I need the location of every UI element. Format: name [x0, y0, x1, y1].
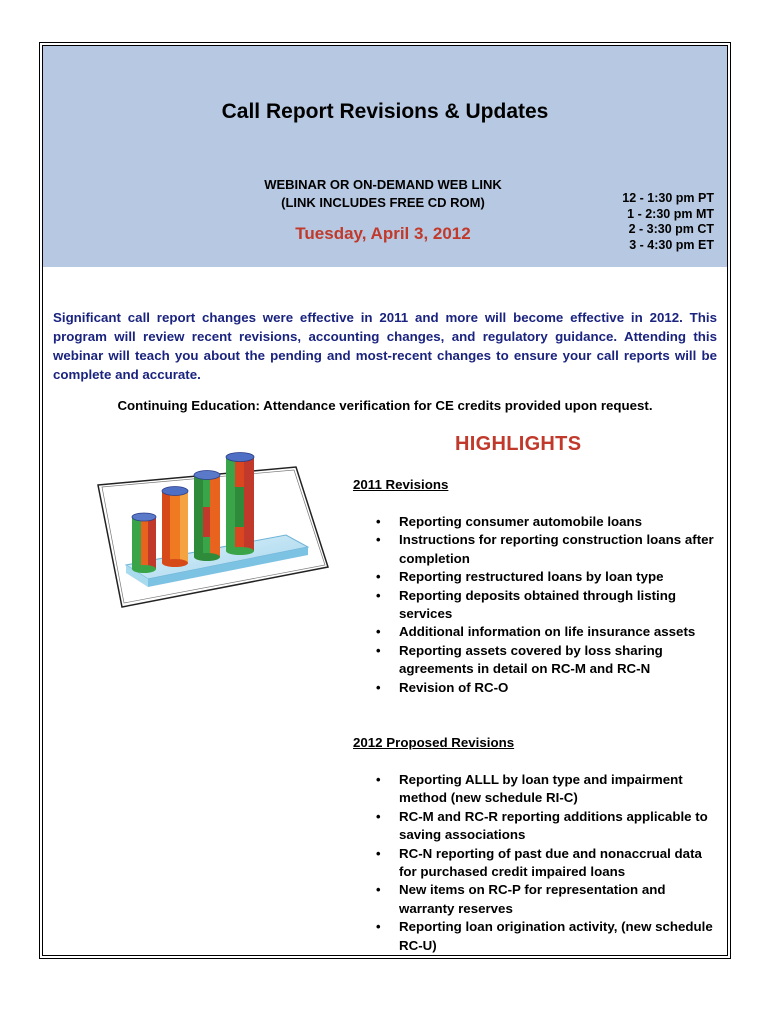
bullet-icon: • — [376, 808, 381, 824]
highlights-heading: HIGHLIGHTS — [455, 433, 582, 455]
clipart-cylinder-3 — [194, 471, 220, 562]
clipart-cylinder-1 — [132, 513, 156, 573]
format-line-1: WEBINAR OR ON-DEMAND WEB LINK — [264, 177, 502, 192]
list-item-text: New items on RC-P for representation and warranty reserves — [399, 882, 666, 916]
cylinder-chart-clipart-icon — [96, 447, 336, 612]
bullet-icon: • — [376, 845, 381, 861]
list-item-text: RC-N reporting of past due and nonaccrual data for purchased credit impaired loans — [399, 845, 702, 880]
list-item-text: Reporting restructured loans by loan type — [399, 569, 664, 585]
bullet-icon: • — [376, 514, 381, 529]
list-item — [370, 808, 720, 845]
session-times — [622, 191, 714, 253]
bullet-icon: • — [376, 772, 381, 787]
list-item — [370, 587, 720, 624]
list-item — [370, 845, 720, 882]
section-heading-2011: 2011 Revisions — [353, 477, 449, 492]
list-item — [370, 918, 720, 955]
list-item — [370, 771, 720, 808]
list-item — [370, 679, 720, 697]
list-item-text: Reporting deposits obtained through listing services — [399, 587, 677, 622]
intro-paragraph: Significant call report changes were effective in 2011 and more will become effective in 2012. This program will review recent revisions, accounting changes, and regulatory guidance. Attending this webinar will teach you about the pending and most-recent changes to ensure your call reports will be complete and accurate. — [53, 310, 717, 382]
section-heading-2012: 2012 Proposed Revisions — [353, 735, 515, 750]
format-info — [213, 176, 553, 212]
list-item — [370, 642, 720, 679]
bullet-list-2011 — [370, 513, 720, 697]
list-item-text: Reporting assets covered by loss sharing agreements in detail on RC-M and RC-N — [399, 642, 663, 677]
list-item-text: Reporting consumer automobile loans — [399, 514, 643, 529]
bullet-icon: • — [376, 569, 381, 585]
list-item — [370, 568, 720, 586]
bullet-icon: • — [376, 919, 381, 935]
list-item — [370, 623, 720, 641]
time-central: 2 - 3:30 pm CT — [628, 222, 714, 236]
clipart-cylinder-4 — [226, 453, 254, 556]
list-item-text: Revision of RC-O — [399, 679, 509, 695]
bullet-icon: • — [376, 532, 381, 548]
format-line-2: (LINK INCLUDES FREE CD ROM) — [281, 195, 485, 210]
time-mountain: 1 - 2:30 pm MT — [627, 206, 714, 221]
clipart-cylinder-2 — [162, 487, 188, 568]
bullet-icon: • — [376, 624, 381, 640]
event-date: Tuesday, April 3, 2012 — [295, 224, 471, 243]
list-item-text: Reporting ALLL by loan type and impairment method (new schedule RI-C) — [399, 772, 683, 806]
bullet-icon: • — [376, 642, 381, 658]
bullet-icon: • — [376, 882, 381, 898]
page-title: Call Report Revisions & Updates — [221, 100, 549, 123]
list-item-text: RC-M and RC-R reporting additions applicable to saving associations — [399, 808, 708, 843]
ce-note: Continuing Education: Attendance verification for CE credits provided upon request. — [117, 398, 653, 413]
bullet-icon: • — [376, 587, 381, 603]
list-item — [370, 513, 720, 531]
bullet-icon: • — [376, 679, 381, 695]
time-eastern: 3 - 4:30 pm ET — [629, 237, 714, 252]
time-pacific: 12 - 1:30 pm PT — [622, 191, 714, 205]
list-item — [370, 531, 720, 568]
list-item-text: Additional information on life insurance assets — [399, 624, 696, 640]
list-item — [370, 881, 720, 918]
list-item-text: Reporting loan origination activity, (new schedule RC-U) — [399, 919, 713, 953]
list-item-text: Instructions for reporting construction loans after completion — [399, 532, 714, 566]
bullet-list-2012 — [370, 771, 720, 955]
